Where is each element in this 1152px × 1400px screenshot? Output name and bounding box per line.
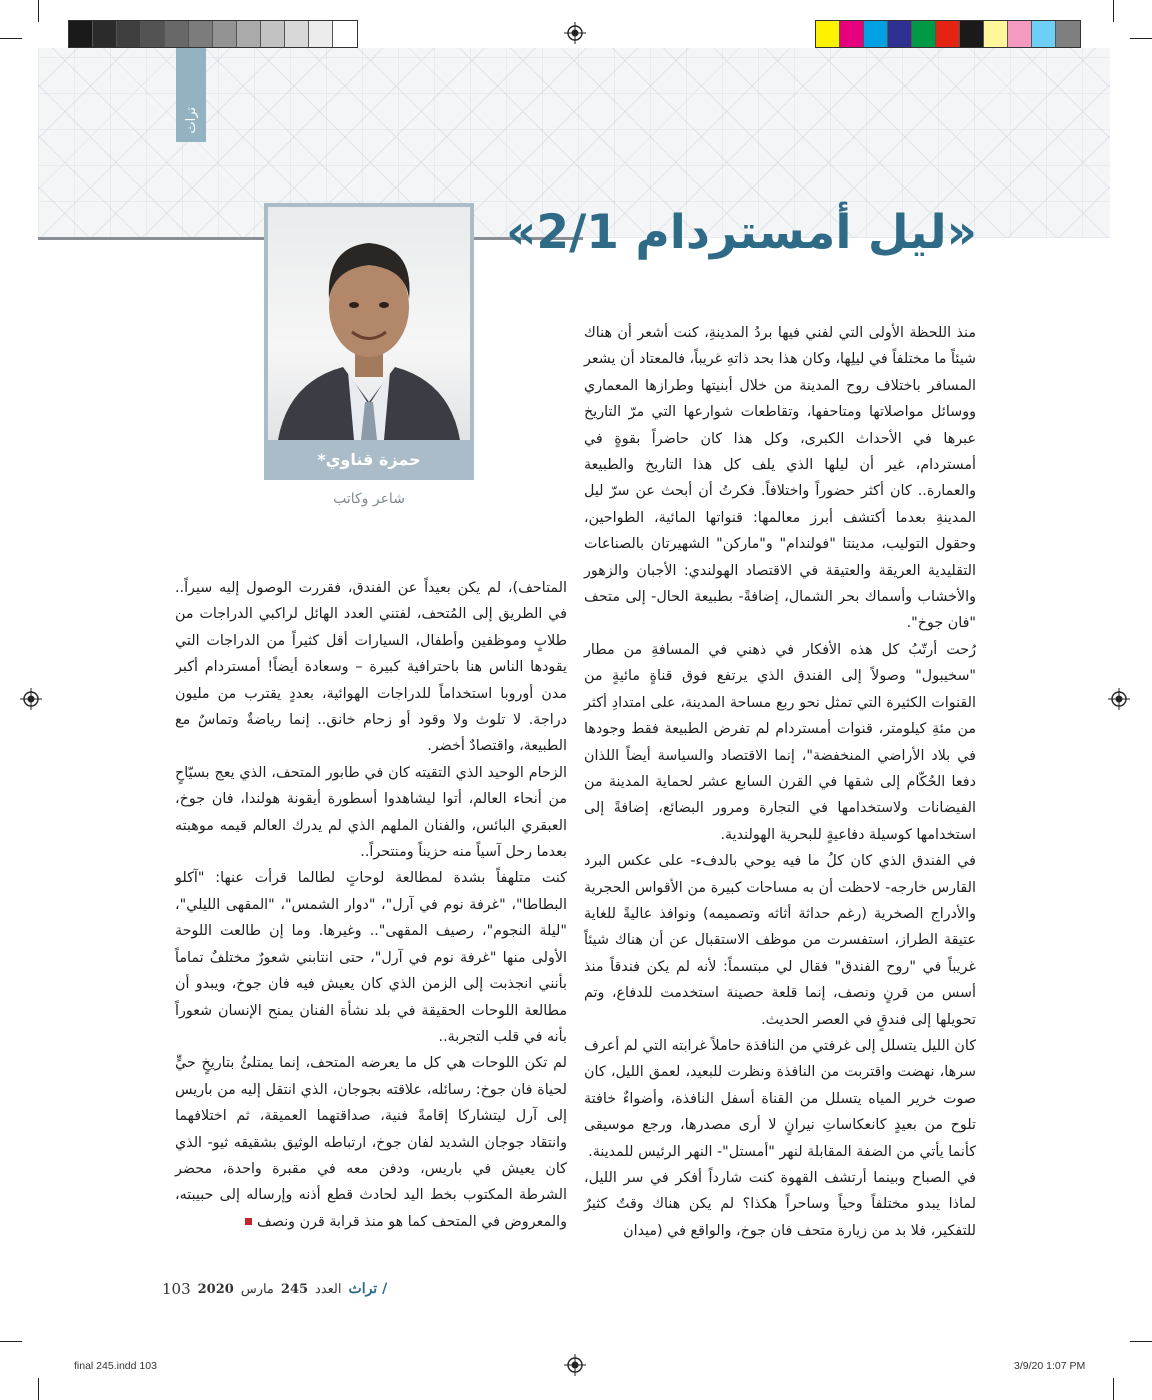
color-swatch bbox=[816, 21, 840, 47]
page-folio bbox=[162, 1278, 387, 1300]
crop-mark bbox=[1113, 1378, 1114, 1400]
paragraph: كان الليل يتسلل إلى غرفتي من النافذة حاملاً غرابته التي لم أعرف سرها، نهضت واقتربت من النافذة ونظرت للبعيد، لعمق الليل، كان صوت خرير المياه يتسلل من القناة أسفل النافذة، وأضواءٌ خافتة تلوح من بعيدٍ كانعكاساتِ نيرانٍ لا أرى مصدرها، ورجع موسيقى كأنما يأتي من الضفة المقابلة لنهر "أمستل"- النهر الرئيس للمدينة. bbox=[584, 1037, 976, 1160]
folio-issue-label: العدد bbox=[315, 1281, 342, 1297]
author-portrait-image bbox=[268, 207, 470, 440]
magazine-logo: تراث / bbox=[348, 1281, 388, 1297]
author-portrait bbox=[268, 207, 470, 440]
color-swatch bbox=[1032, 21, 1056, 47]
registration-mark-top-icon bbox=[564, 22, 586, 44]
section-tab-label: تراث bbox=[183, 107, 199, 134]
folio-month: مارس bbox=[240, 1281, 274, 1297]
crop-mark bbox=[1130, 38, 1152, 39]
color-swatch bbox=[165, 21, 189, 47]
color-swatch bbox=[141, 21, 165, 47]
end-of-article-icon bbox=[245, 1218, 252, 1225]
paragraph: المتاحف)، لم يكن بعيداً عن الفندق، فقررت الوصول إليه سيراً.. في الطريق إلى المُتحف، لفتني العدد الهائل لراكبي الدراجات من طلابٍ وموظفين وأطفال، السيارات أقل كثيراً من الدراجات التي يقودها الناس هنا باحترافية كبيرة – وسعادة أيضاً! أمستردام أكبر مدن أوروبا استخداماً للدراجات الهوائية، بعددٍ يقترب من مليون دراجة. لا تلوث ولا وقود أو زحام خانق.. إنما رياضةٌ وتماسٌ مع الطبيعة، واقتصادٌ أخضر. bbox=[175, 580, 567, 755]
color-swatch bbox=[237, 21, 261, 47]
paragraph: الزحام الوحيد الذي التقيته كان في طابور المتحف، الذي يعج بسيّاحٍ من أنحاء العالم، أتوا ليشاهدوا أسطورة أيقونة هولندا، فان جوخ، العبقري البائس، والفنان الملهم الذي لم يدرك العالم قيمه موهبته بعدما رحل آسياً منه حزيناً ومنتحراً.. bbox=[175, 764, 567, 861]
registration-mark-bottom-icon bbox=[564, 1354, 586, 1376]
grayscale-calibration-strip bbox=[68, 20, 358, 48]
paragraph: منذ اللحظة الأولى التي لفني فيها بردُ المدينةِ، كنت أشعر أن هناك شيئاً ما مختلفاً في ليلِها، وكان هذا بحد ذاتهِ غريباً، فالمعتاد أن يشعر المسافر باختلاف روح المدينة من خلال أبنيتها وطرازها المعماري ووسائل مواصلاتها ومتاحفها، وتقاطعات شوارعها التي مرّ التاريخ عبرها في الأحداث الكبرى، وكل هذا كان حاضراً بقوةٍ في أمستردام، غير أن ليلها الذي يلف كل هذا التاريخ والطبيعة والعمارة.. كان أكثر حضوراً واختلافاً. فكرتُ أن أبحث عن سرّ ليل المدينةِ بعدما أكتشف أبرز معالمها: قنواتها المائية، الطواحين، وحقول التوليب، مدينتا "فولندام" و"ماركن" الشهيرتان بالصناعات التقليدية العريقة والعتيقة في الاقتصاد الهولندي: الأجبان والزهور والأخشاب وأسماك بحر الشمال، إضافةً- بطبيعة الحال- إلى متحف "فان جوخ". bbox=[584, 325, 976, 632]
color-swatch bbox=[213, 21, 237, 47]
paragraph-last bbox=[175, 1050, 567, 1235]
registration-mark-right-icon bbox=[1108, 688, 1130, 710]
color-swatch bbox=[960, 21, 984, 47]
crop-mark bbox=[38, 0, 39, 22]
folio-issue-number: 245 bbox=[280, 1281, 309, 1297]
crop-mark bbox=[1130, 1341, 1152, 1342]
color-swatch bbox=[189, 21, 213, 47]
color-swatch bbox=[888, 21, 912, 47]
author-name: حمزة قناوي* bbox=[317, 450, 421, 469]
article-column-right bbox=[584, 320, 976, 1244]
author-role: شاعر وكاتب bbox=[333, 491, 405, 507]
color-swatch bbox=[285, 21, 309, 47]
folio-year: 2020 bbox=[197, 1281, 234, 1297]
color-swatch bbox=[261, 21, 285, 47]
color-swatch bbox=[840, 21, 864, 47]
crop-mark bbox=[1113, 0, 1114, 22]
section-tab bbox=[176, 48, 206, 142]
color-swatch bbox=[912, 21, 936, 47]
paragraph: رُحت أرتّبُ كل هذه الأفكار في ذهني في المسافةِ من مطار "سخيبول" وصولاً إلى الفندق الذي يرتفع فوق قناةٍ مائيةٍ من القنوات الكثيرة التي تمثل نحو ربع مساحة المدينة، على امتدادِ أكثر من مئةِ كيلومتر، قنوات أمستردام لم تفرض الطبيعة فقط وجودها في بلاد الأراضي المنخفضة"، إنما الاقتصاد والسياسة أيضاً اللذان دفعا الحُكّام إلى شقها في القرن السابع عشر لحماية المدينة من الفيضانات ولاستخدامها في التجارة ومرور البضائع، إضافةً إلى استخدامها كوسيلة دفاعيةٍ للبحرية الهولندية. bbox=[584, 641, 976, 843]
paragraph: في الفندق الذي كان كلُ ما فيه يوحي بالدفء- على عكس البرد القارس خارجه- لاحظت أن به مساحات كبيرة من الأقواس الحجرية والأدراج الصخرية (رغم حداثة أثاثه وتصميمه) ونوافذ عاليةً للغاية عتيقة الطراز، استفسرت من موظف الاستقبال عن أن هناك شيئاً غريباً في "روح الفندق" فقال لي مبتسماً: لأنه لم يكن فندقاً منذ أسس من قرنٍ ونصف، إنما قلعة حصينة استخدمت للدفاع، وتم تحويلها إلى فندقٍ في العصر الحديث. bbox=[584, 853, 976, 1028]
registration-mark-left-icon bbox=[20, 688, 42, 710]
color-swatch bbox=[984, 21, 1008, 47]
color-swatch bbox=[333, 21, 357, 47]
author-card bbox=[264, 203, 474, 480]
crop-mark bbox=[38, 1378, 39, 1400]
color-swatch bbox=[93, 21, 117, 47]
slug-timestamp: 3/9/20 1:07 PM bbox=[1014, 1360, 1086, 1372]
color-swatch bbox=[1056, 21, 1080, 47]
color-swatch bbox=[1008, 21, 1032, 47]
slug-file: final 245.indd 103 bbox=[74, 1360, 157, 1372]
page-number: 103 bbox=[162, 1280, 191, 1298]
paragraph: في الصباح وبينما أرتشف القهوة كنت شارداً أفكر في سر الليل، لماذا يبدو مختلفاً وحياً وساحراً هكذا؟ لم يكن هناك وقتٌ كثيرٌ للتفكير، فلا بد من زيارة متحف فان جوخ، والواقع في (ميدان bbox=[584, 1170, 976, 1239]
crop-mark bbox=[0, 1341, 22, 1342]
color-swatch bbox=[864, 21, 888, 47]
color-swatch bbox=[69, 21, 93, 47]
article-title: «ليل أمستردام 2/1» bbox=[506, 205, 977, 260]
crop-mark bbox=[0, 38, 22, 39]
color-calibration-strip bbox=[815, 20, 1081, 48]
article-column-left bbox=[175, 575, 567, 1235]
color-swatch bbox=[936, 21, 960, 47]
color-swatch bbox=[117, 21, 141, 47]
paragraph-text: لم تكن اللوحات هي كل ما يعرضه المتحف، إنما يمتلئُ بتاريخٍ حيٍّ لحياة فان جوخ: رسائله، علاقته بجوجان، الذي انتقل إليه من باريس إلى آرل ليتشاركا إقامةً فنية، صداقتهما العميقة، ثم اختلافهما وانتقاد جوجان الشديد لفان جوخ، ارتباطه الوثيق بشقيقه ثيو- الذي كان يعيش في باريس، ودفن معه في مقبرة واحدة، محضر الشرطة المكتوب بخط اليد لحادث قطع أذنه وإرساله إلى حبيبته، والمعروض في المتحف كما هو منذ قرابة قرن ونصف bbox=[175, 1055, 567, 1230]
paragraph: كنت متلهفاً بشدة لمطالعة لوحاتٍ لطالما قرأت عنها: "آكلو البطاطا"، "غرفة نوم في آرل"، "دوار الشمس"، "المقهى الليلي"، "ليلة النجوم"، رصيف المقهى".. وغيرها. وما إن طالعت اللوحة الأولى منها "غرفة نوم في آرل"، حتى انتابني شعورٌ مختلفٌ تماماً بأنني انجذبت إلى الزمن الذي كان يعيش فيه فان جوخ، ويبدو أن مطالعة اللوحات الحقيقة في بلد نشأة الفنان يمنح الإنسان شعوراً بأنه في قلب التجربة.. bbox=[175, 870, 567, 1045]
color-swatch bbox=[309, 21, 333, 47]
